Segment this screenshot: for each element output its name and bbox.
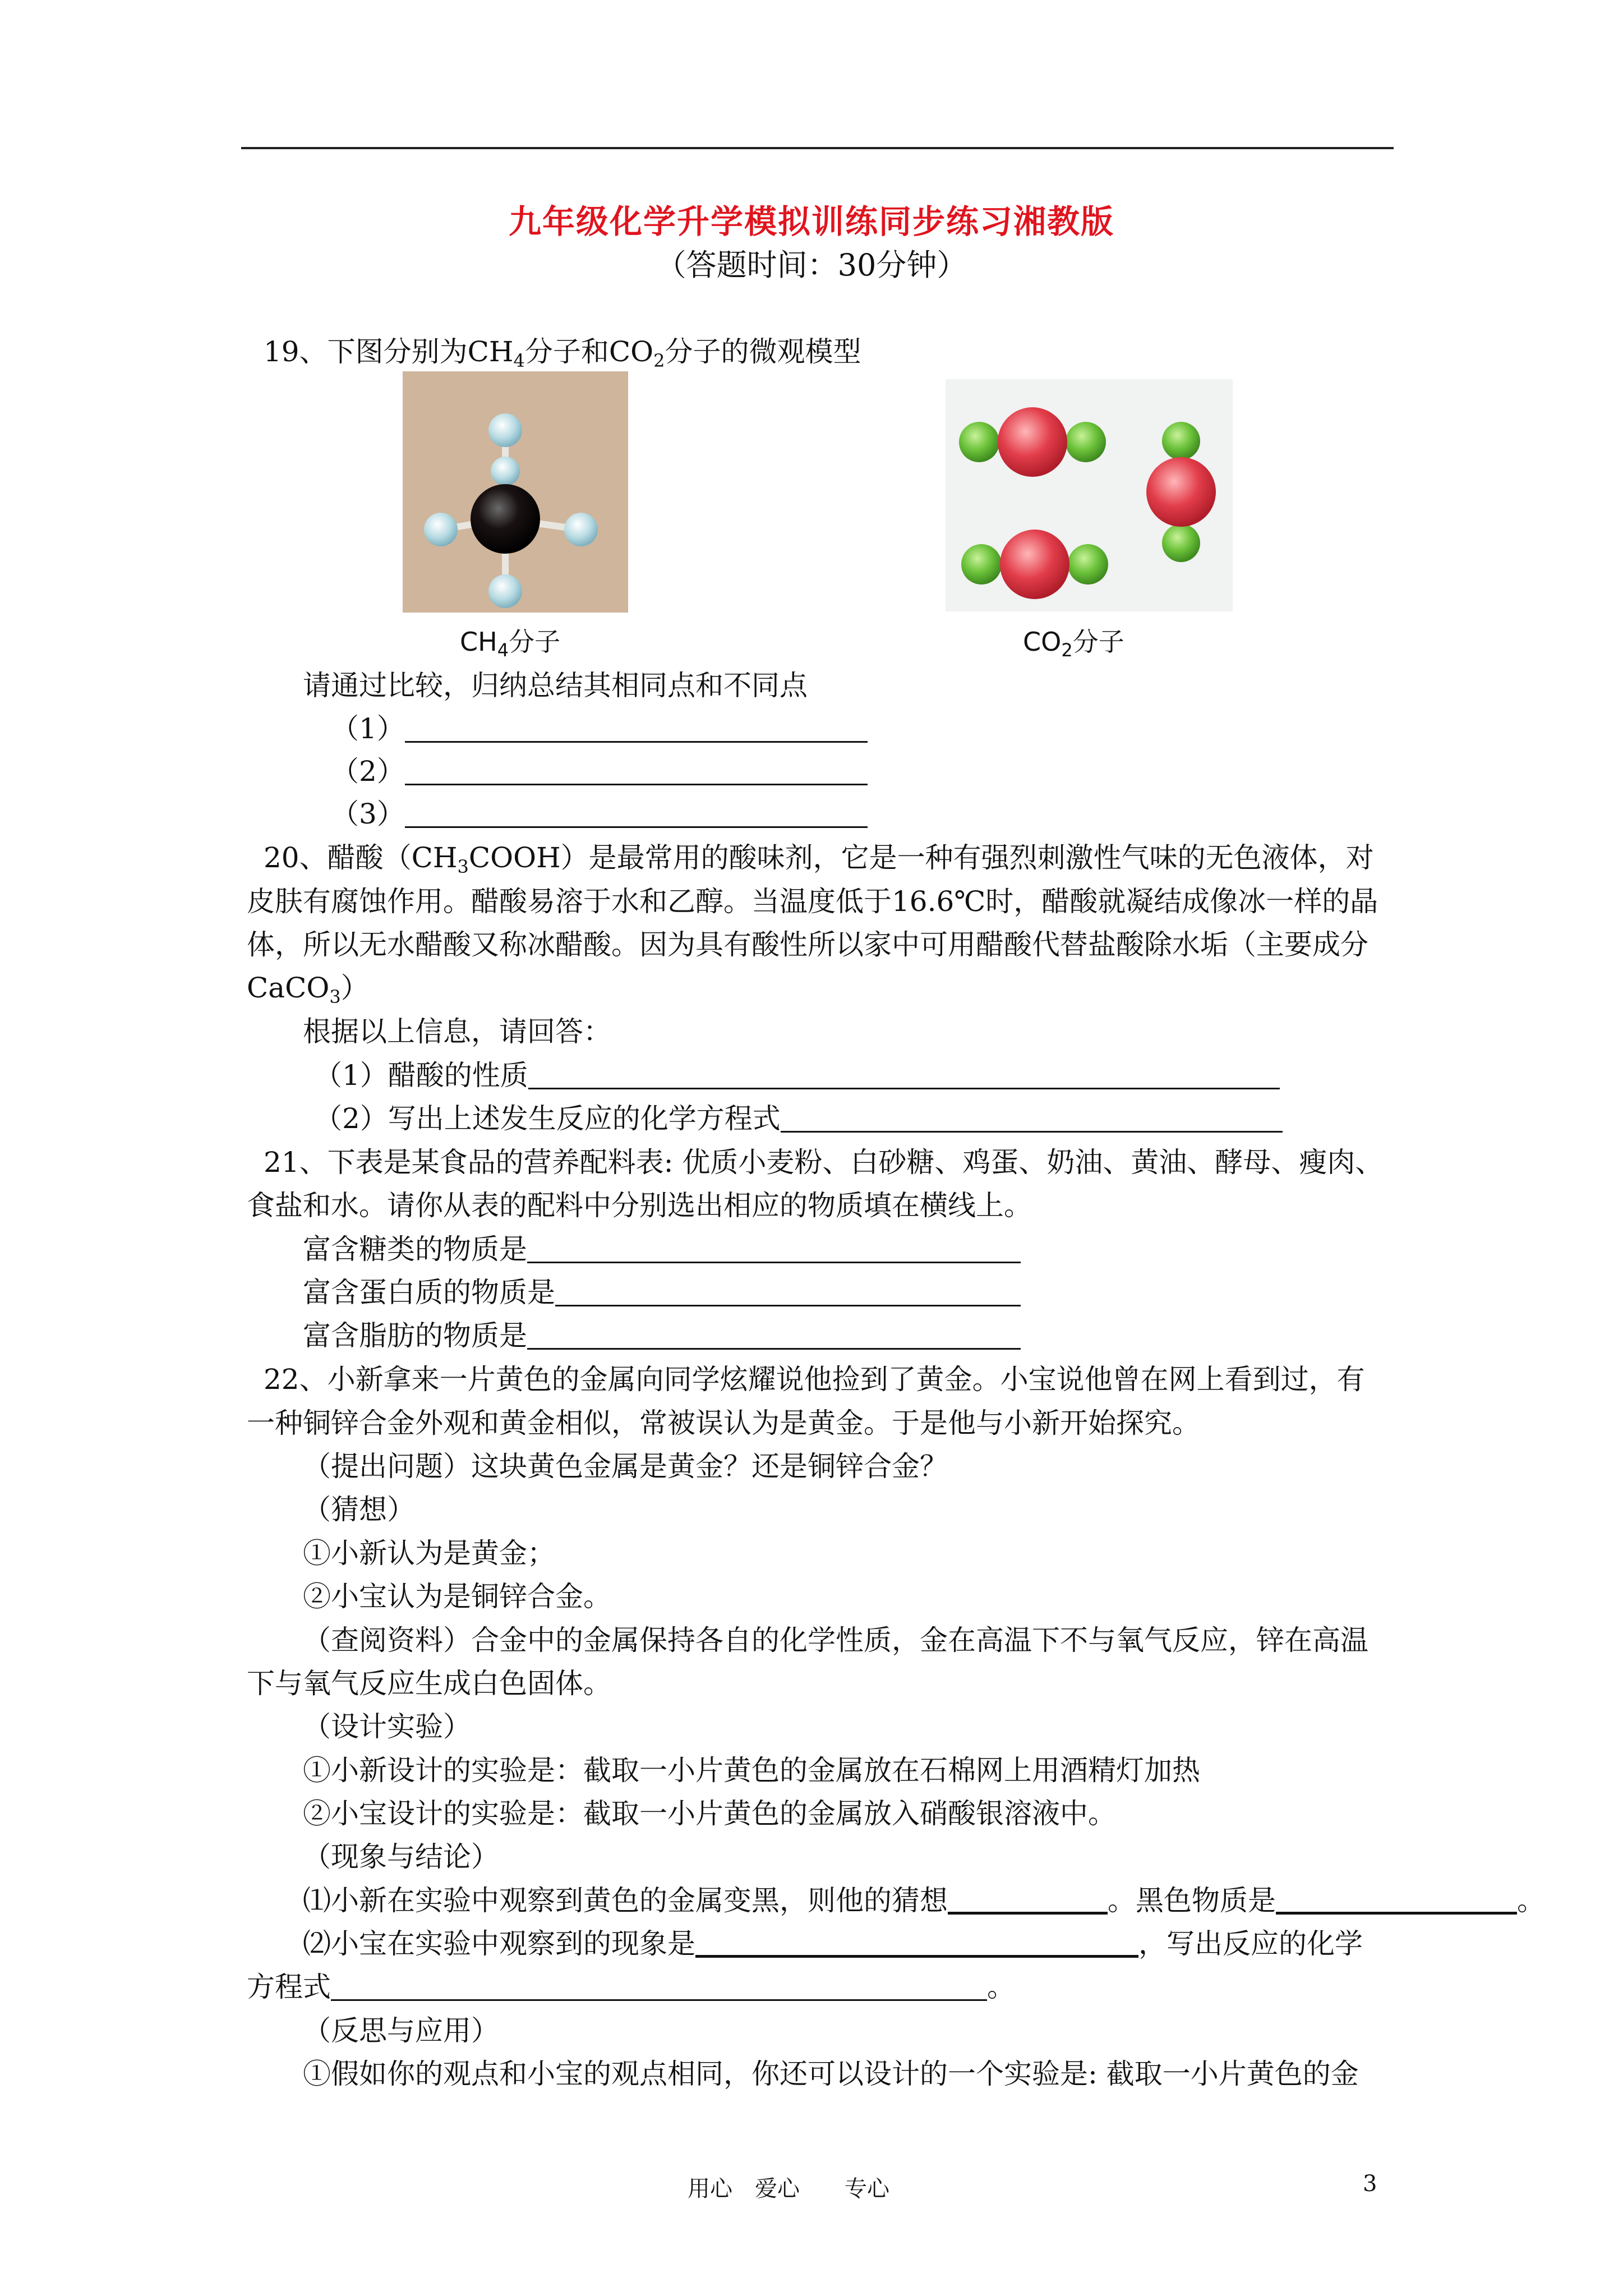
q22-reference-1: （查阅资料）合金中的金属保持各自的化学性质，金在高温下不与氧气反应，锌在高温 bbox=[303, 1624, 1368, 1657]
page-title: 九年级化学升学模拟训练同步练习湘教版 bbox=[508, 203, 1114, 241]
q22-reference-2: 下与氧气反应生成白色固体。 bbox=[247, 1667, 611, 1700]
q22-question: （提出问题）这块黄色金属是黄金？还是铜锌合金？ bbox=[303, 1450, 948, 1483]
page-number: 3 bbox=[1363, 2171, 1377, 2197]
q21-protein: 富含蛋白质的物质是 bbox=[303, 1272, 1021, 1313]
ch4-model-figure bbox=[403, 371, 628, 613]
answer-blank[interactable] bbox=[405, 800, 868, 828]
q22-line-1: 22、小新拿来一片黄色的金属向同学炫耀说他捡到了黄金。小宝说他曾在网上看到过，有 bbox=[264, 1363, 1365, 1396]
answer-blank[interactable] bbox=[405, 758, 868, 785]
q20-line-4: CaCO$_3$） bbox=[247, 972, 369, 1007]
q20-sub-1: （1）醋酸的性质 bbox=[314, 1055, 1280, 1096]
answer-blank[interactable] bbox=[948, 1886, 1108, 1915]
footer-motto: 用心 爱心 专心 bbox=[688, 2176, 889, 2202]
header-rule bbox=[241, 147, 1394, 149]
answer-blank[interactable] bbox=[1276, 1886, 1517, 1915]
q19-item-2: （2） bbox=[331, 751, 868, 792]
q22-design: （设计实验） bbox=[303, 1710, 471, 1743]
q21-sugar: 富含糖类的物质是 bbox=[303, 1228, 1021, 1270]
q21-fat: 富含脂肪的物质是 bbox=[303, 1315, 1021, 1356]
q22-result-2: ⑵小宝在实验中观察到的现象是 ，写出反应的化学 bbox=[303, 1927, 1363, 1960]
q22-guess: （猜想） bbox=[303, 1493, 415, 1526]
ch4-molecule-image bbox=[403, 371, 628, 613]
q22-reflect-1: ①假如你的观点和小宝的观点相同，你还可以设计的一个实验是: 截取一小片黄色的金 bbox=[303, 2058, 1359, 2090]
q22-line-2: 一种铜锌合金外观和黄金相似，常被误认为是黄金。于是他与小新开始探究。 bbox=[247, 1407, 1200, 1439]
q20-prompt: 根据以上信息，请回答： bbox=[303, 1015, 611, 1048]
q19-item-1: （1） bbox=[331, 708, 868, 749]
answer-blank[interactable] bbox=[695, 1929, 1138, 1958]
answer-blank[interactable] bbox=[555, 1279, 1021, 1306]
q22-result-1: ⑴小新在实验中观察到黄色的金属变黑，则他的猜想 。黑色物质是 。 bbox=[303, 1884, 1545, 1917]
q22-reflect: （反思与应用） bbox=[303, 2014, 499, 2047]
answer-blank[interactable] bbox=[527, 1236, 1021, 1263]
answer-blank[interactable] bbox=[405, 715, 868, 743]
page-subtitle: （答题时间：30分钟） bbox=[656, 247, 967, 283]
q21-line-1: 21、下表是某食品的营养配料表: 优质小麦粉、白砂糖、鸡蛋、奶油、黄油、酵母、瘦肉、 bbox=[264, 1146, 1384, 1179]
q22-result: （现象与结论） bbox=[303, 1841, 499, 1873]
q22-design-1: ①小新设计的实验是：截取一小片黄色的金属放在石棉网上用酒精灯加热 bbox=[303, 1754, 1200, 1787]
q22-result-2-cont: 方程式 。 bbox=[247, 1971, 1015, 2003]
q20-line-3: 体，所以无水醋酸又称冰醋酸。因为具有酸性所以家中可用醋酸代替盐酸除水垢（主要成分 bbox=[247, 928, 1368, 961]
co2-model-figure bbox=[946, 379, 1233, 611]
co2-molecule-image bbox=[946, 379, 1233, 611]
answer-blank[interactable] bbox=[781, 1105, 1283, 1133]
q21-line-2: 食盐和水。请你从表的配料中分别选出相应的物质填在横线上。 bbox=[247, 1189, 1032, 1222]
answer-blank[interactable] bbox=[331, 1973, 987, 2001]
q20-line-1: 20、醋酸$(CH_3COOH)$是最常用的酸味剂，它是一种有强烈刺激性气味的无色液体，对 bbox=[264, 841, 1374, 877]
q19-heading: 19、下图分别为$CH_4$分子和$CO_2$分子的微观模型 bbox=[264, 335, 861, 371]
q19-instruction: 请通过比较，归纳总结其相同点和不同点 bbox=[303, 669, 808, 702]
q20-sub-2: （2）写出上述发生反应的化学方程式 bbox=[314, 1098, 1283, 1139]
q19-item-3: （3） bbox=[331, 793, 868, 835]
ch4-caption: $CH_4$分子 bbox=[460, 627, 561, 661]
q20-line-2: 皮肤有腐蚀作用。醋酸易溶于水和乙醇。当温度低于16.6℃时，醋酸就凝结成像冰一样的晶 bbox=[247, 885, 1378, 918]
q22-guess-2: ②小宝认为是铜锌合金。 bbox=[303, 1580, 611, 1613]
co2-caption: $CO_2$分子 bbox=[1023, 627, 1124, 661]
q22-design-2: ②小宝设计的实验是：截取一小片黄色的金属放入硝酸银溶液中。 bbox=[303, 1797, 1116, 1830]
q22-guess-1: ①小新认为是黄金； bbox=[303, 1537, 555, 1570]
answer-blank[interactable] bbox=[527, 1322, 1021, 1350]
answer-blank[interactable] bbox=[528, 1062, 1280, 1089]
